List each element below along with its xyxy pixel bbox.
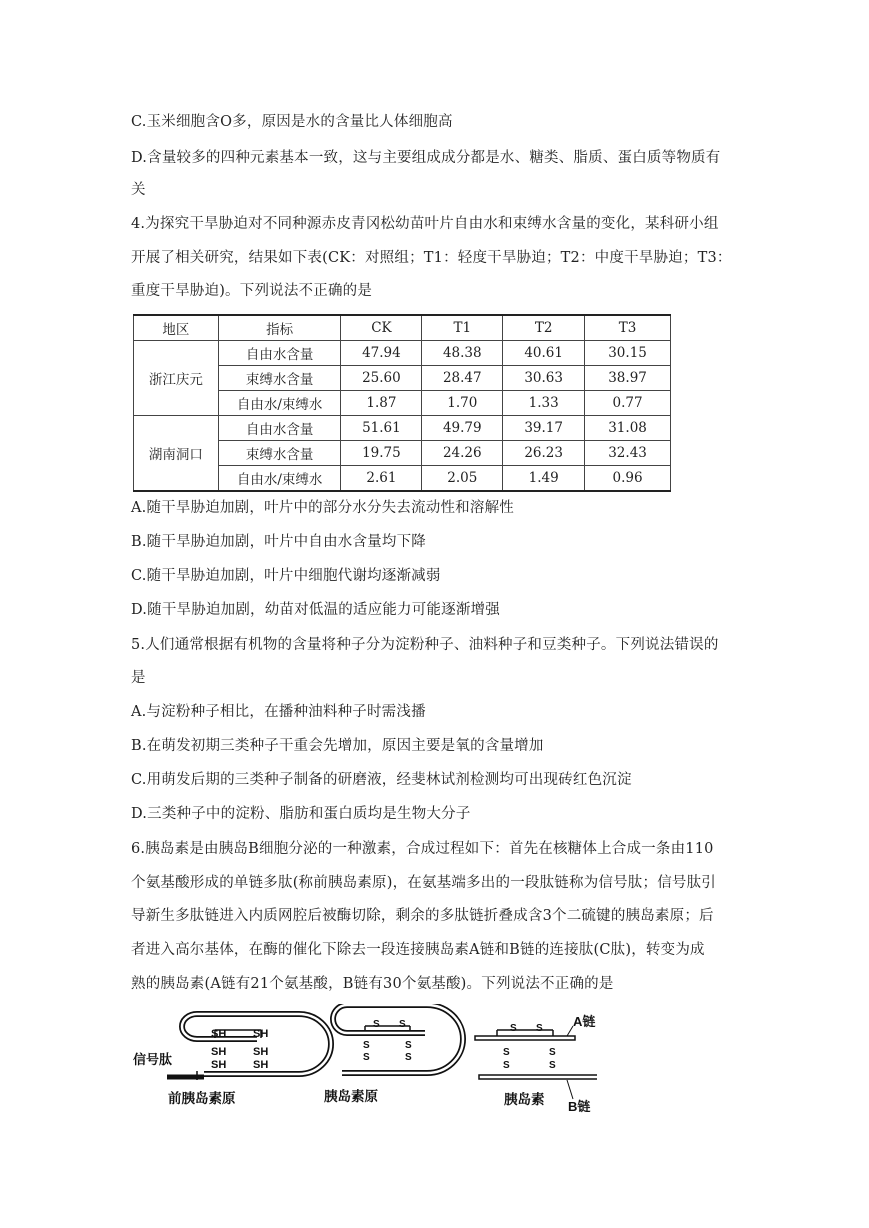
value-cell: 39.17 <box>503 416 585 441</box>
proinsulin-chain-outer <box>333 1005 463 1073</box>
q5-option-d: D.三类种子中的淀粉、脂肪和蛋白质均是生物大分子 <box>131 806 471 822</box>
s-label: S <box>363 1040 370 1051</box>
q4-stem-line2: 开展了相关研究，结果如下表(CK：对照组；T1：轻度干旱胁迫；T2：中度干旱胁迫；T3： <box>131 250 732 266</box>
s-label: S <box>503 1060 510 1071</box>
s-label: S <box>399 1019 406 1030</box>
q5-stem-line2: 是 <box>131 670 146 686</box>
header-t1: T1 <box>422 315 503 341</box>
q3-option-d-line2: 关 <box>131 182 146 198</box>
value-cell: 24.26 <box>422 441 503 466</box>
q6-stem-line1: 6.胰岛素是由胰岛B细胞分泌的一种激素，合成过程如下：首先在核糖体上合成一条由110 <box>131 841 714 857</box>
q4-option-b: B.随干旱胁迫加剧，叶片中自由水含量均下降 <box>131 534 426 550</box>
value-cell: 51.61 <box>341 416 422 441</box>
value-cell: 25.60 <box>341 366 422 391</box>
q4-option-a: A.随干旱胁迫加剧，叶片中的部分水分失去流动性和溶解性 <box>131 500 514 516</box>
q4-option-c: C.随干旱胁迫加剧，叶片中细胞代谢均逐渐减弱 <box>131 568 441 584</box>
value-cell: 30.15 <box>585 341 671 366</box>
q4-option-d: D.随干旱胁迫加剧，幼苗对低温的适应能力可能逐渐增强 <box>131 602 500 618</box>
s-label: S <box>363 1052 370 1063</box>
q6-stem-line5: 熟的胰岛素(A链有21个氨基酸，B链有30个氨基酸)。下列说法不正确的是 <box>131 976 614 992</box>
sh-label: SH <box>253 1059 269 1071</box>
q6-stem-line2: 个氨基酸形成的单链多肽(称前胰岛素原)，在氨基端多出的一段肽链称为信号肽；信号肽引 <box>131 875 717 891</box>
q5-option-b: B.在萌发初期三类种子干重会先增加，原因主要是氧的含量增加 <box>131 738 544 754</box>
value-cell: 1.87 <box>341 391 422 416</box>
table-row <box>134 341 671 366</box>
value-cell: 0.96 <box>585 466 671 492</box>
sh-label: SH <box>253 1028 269 1040</box>
water-content-table <box>133 314 671 492</box>
sh-label: SH <box>211 1059 227 1071</box>
value-cell: 40.61 <box>503 341 585 366</box>
header-region: 地区 <box>134 315 219 341</box>
sh-label: SH <box>211 1028 227 1040</box>
header-t3: T3 <box>585 315 671 341</box>
a-chain-bar <box>475 1036 575 1040</box>
s-label: S <box>549 1047 556 1058</box>
value-cell: 32.43 <box>585 441 671 466</box>
index-cell: 自由水/束缚水 <box>218 466 341 492</box>
index-cell: 束缚水含量 <box>218 366 341 391</box>
region-cell: 湖南洞口 <box>134 416 219 492</box>
value-cell: 26.23 <box>503 441 585 466</box>
index-cell: 自由水/束缚水 <box>218 391 341 416</box>
signal-peptide-label: 信号肽 <box>133 1052 173 1067</box>
s-label: S <box>373 1019 380 1030</box>
table-row <box>134 416 671 441</box>
proinsulin-chain-inner <box>333 1005 463 1073</box>
table-header-row <box>134 315 671 341</box>
value-cell: 38.97 <box>585 366 671 391</box>
value-cell: 48.38 <box>422 341 503 366</box>
insulin-label: 胰岛素 <box>504 1092 545 1107</box>
header-index: 指标 <box>218 315 341 341</box>
b-chain-bar <box>479 1075 597 1079</box>
value-cell: 47.94 <box>341 341 422 366</box>
q4-stem-line1: 4.为探究干旱胁迫对不同种源赤皮青冈松幼苗叶片自由水和束缚水含量的变化，某科研小组 <box>131 216 719 232</box>
value-cell: 19.75 <box>341 441 422 466</box>
chain-a-label: A链 <box>573 1014 596 1029</box>
sh-label: SH <box>211 1046 227 1058</box>
value-cell: 1.70 <box>422 391 503 416</box>
q6-stem-line4: 者进入高尔基体，在酶的催化下除去一段连接胰岛素A链和B链的连接肽(C肽)，转变为成 <box>131 942 705 958</box>
s-label: S <box>503 1047 510 1058</box>
region-cell: 浙江庆元 <box>134 341 219 416</box>
value-cell: 1.49 <box>503 466 585 492</box>
q3-option-d-line1: D.含量较多的四种元素基本一致，这与主要组成成分都是水、糖类、脂质、蛋白质等物质有 <box>131 150 721 166</box>
s-label: S <box>549 1060 556 1071</box>
index-cell: 束缚水含量 <box>218 441 341 466</box>
value-cell: 30.63 <box>503 366 585 391</box>
proinsulin-label: 胰岛素原 <box>324 1089 378 1104</box>
value-cell: 2.61 <box>341 466 422 492</box>
q3-option-c: C.玉米细胞含O多，原因是水的含量比人体细胞高 <box>131 114 453 130</box>
q4-stem-line3: 重度干旱胁迫)。下列说法不正确的是 <box>131 283 373 299</box>
value-cell: 1.33 <box>503 391 585 416</box>
value-cell: 31.08 <box>585 416 671 441</box>
q5-option-c: C.用萌发后期的三类种子制备的研磨液，经斐林试剂检测均可出现砖红色沉淀 <box>131 772 632 788</box>
value-cell: 28.47 <box>422 366 503 391</box>
s-label: S <box>536 1023 543 1034</box>
value-cell: 2.05 <box>422 466 503 492</box>
value-cell: 0.77 <box>585 391 671 416</box>
preproinsulin-label: 前胰岛素原 <box>168 1091 236 1106</box>
header-ck: CK <box>341 315 422 341</box>
s-label: S <box>405 1040 412 1051</box>
insulin-synthesis-diagram <box>127 1004 597 1119</box>
chain-b-label: B链 <box>568 1099 591 1114</box>
q5-option-a: A.与淀粉种子相比，在播种油料种子时需浅播 <box>131 704 426 720</box>
index-cell: 自由水含量 <box>218 416 341 441</box>
header-t2: T2 <box>503 315 585 341</box>
value-cell: 49.79 <box>422 416 503 441</box>
index-cell: 自由水含量 <box>218 341 341 366</box>
q5-stem-line1: 5.人们通常根据有机物的含量将种子分为淀粉种子、油料种子和豆类种子。下列说法错误的 <box>131 637 719 653</box>
q6-stem-line3: 导新生多肽链进入内质网腔后被酶切除，剩余的多肽链折叠成含3个二硫键的胰岛素原；后 <box>131 908 714 924</box>
sh-label: SH <box>253 1046 269 1058</box>
s-label: S <box>510 1023 517 1034</box>
s-label: S <box>405 1052 412 1063</box>
